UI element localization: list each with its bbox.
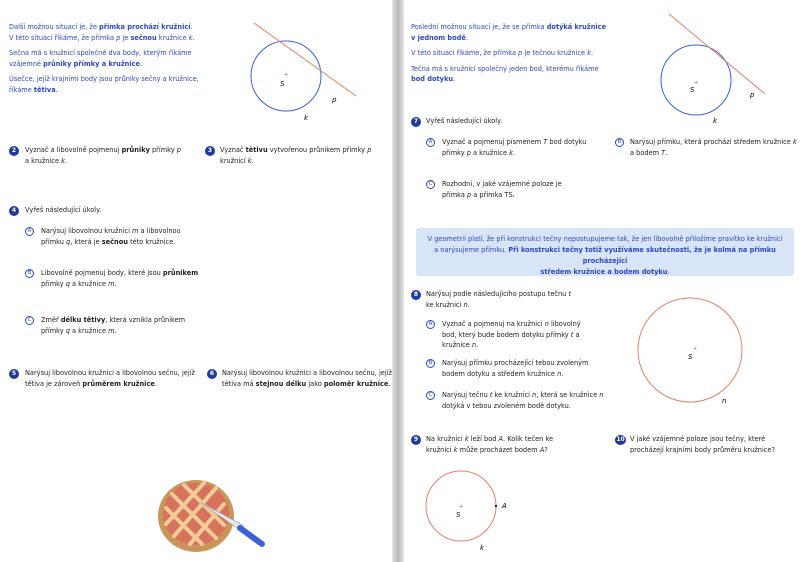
subtask-4c-letter: C bbox=[25, 316, 34, 325]
point-a bbox=[495, 505, 497, 507]
task-3-text: Vyznač tětivu vytvořenou průnikem přímky p kružnicí k. bbox=[220, 146, 372, 165]
svg-text:+: + bbox=[284, 72, 289, 78]
circle-n bbox=[638, 298, 742, 402]
task-number-4: 4 bbox=[9, 206, 19, 216]
task-9-figure bbox=[416, 462, 526, 557]
label-s: S bbox=[280, 80, 285, 88]
task-6-text: Narýsuj libovolnou kružnici a libovolnou sečnu, jejíž tětiva má stejnou délku jako poloměr kružnice. bbox=[222, 369, 392, 388]
subtask-7c-letter: C bbox=[426, 180, 435, 189]
task-9-text: Na kružnici k leží bod A. Kolik tečen ke kružnici k může procházet bodem A? bbox=[426, 435, 554, 454]
task-10-text: V jaké vzájemné poloze jsou tečny, které procházejí krajními body průměru kružnice? bbox=[630, 435, 775, 454]
task-5-text: Narýsuj libovolnou kružnici a libovolnou sečnu, jejíž tětiva je zároveň průměrem kružnice. bbox=[25, 369, 195, 388]
subtask-8b-text: Narýsuj přímku procházející tebou zvoleným bodem dotyku a středem kružnice n. bbox=[442, 359, 589, 378]
subtask-4b-letter: B bbox=[25, 269, 34, 278]
task-number-3: 3 bbox=[205, 146, 215, 156]
task-number-10: 10 bbox=[616, 436, 625, 443]
task-number-7: 7 bbox=[411, 117, 421, 127]
subtask-8a-letter: A bbox=[426, 320, 435, 329]
subtask-7b-text: Narýsuj přímku, která prochází středem kružnice k a bodem T. bbox=[630, 138, 797, 157]
label-n: n bbox=[722, 397, 727, 405]
subtask-7a-letter: A bbox=[426, 138, 435, 147]
label-p: p bbox=[332, 96, 337, 104]
book-gutter bbox=[392, 0, 404, 562]
subtask-8b-letter: B bbox=[426, 359, 435, 368]
left-page bbox=[0, 0, 392, 562]
label-k: k bbox=[480, 544, 485, 552]
tangent-line-p bbox=[669, 14, 765, 94]
task-8-figure bbox=[636, 290, 756, 410]
intro-tangent: Poslední možnou situací je, že se přímka dotýká kružnice v jednom bodě. V této situaci říkáme, že přímka p je tečnou kružnice k. Tečna má s kružnicí společný jeden bod, kterému říkáme bod dotyku. bbox=[411, 23, 607, 83]
task-number-6: 6 bbox=[207, 369, 217, 379]
task-4-title: Vyřeš následující úkoly. bbox=[25, 206, 102, 214]
subtask-4c-text: Změř délku tětivy, která vznikla průnikem přímky q a kružnice m. bbox=[41, 316, 186, 335]
task-number-5: 5 bbox=[9, 369, 19, 379]
subtask-8a-text: Vyznač a pojmenuj na kružnici n libovolný bod, který bude bodem dotyku přímky t a kružnice n. bbox=[442, 320, 581, 349]
pie-with-knife-icon bbox=[150, 470, 275, 555]
label-s: S bbox=[688, 353, 693, 361]
label-s: S bbox=[456, 511, 461, 519]
subtask-8c-letter: C bbox=[426, 391, 435, 400]
svg-text:+: + bbox=[459, 504, 464, 510]
task-7-title: Vyřeš následující úkoly. bbox=[426, 117, 503, 125]
subtask-4a-letter: A bbox=[25, 227, 34, 236]
subtask-7a-text: Vyznač a pojmenuj písmenem T bod dotyku přímky p a kružnice k. bbox=[442, 138, 587, 157]
task-8-text: Narýsuj podle následujícího postupu tečnu t ke kružnici n. bbox=[426, 290, 572, 309]
task-number-9: 9 bbox=[411, 435, 421, 445]
intro-secant: Další možnou situací je, že přímka prochází kružnicí. V této situaci říkáme, že přímka p je sečnou kružnice k. Sečna má s kružnicí společné dva body, kterým říkáme vzájemné průniky přímky a kružnice. Úsečce, jejíž krajními body jsou průniky sečny a kružnice, říkáme tětiva. bbox=[9, 23, 199, 94]
svg-text:+: + bbox=[694, 80, 699, 86]
label-k: k bbox=[713, 117, 718, 125]
subtask-8c-text: Narýsuj tečnu t ke kružnici n, která se kružnice n dotýká v tebou zvoleném bodě dotyku. bbox=[442, 391, 604, 410]
subtask-4b-text: Libovolně pojmenuj body, které jsou průnikem přímky q a kružnice m. bbox=[41, 269, 199, 288]
subtask-7c-text: Rozhodni, v jaké vzájemné poloze je přímka p a přímka TS. bbox=[442, 180, 562, 199]
tangent-figure bbox=[649, 10, 779, 125]
svg-text:+: + bbox=[693, 346, 698, 352]
label-p: p bbox=[750, 91, 755, 99]
task-number-8: 8 bbox=[411, 290, 421, 300]
right-page bbox=[404, 0, 800, 562]
subtask-4a-text: Narýsuj libovolnou kružnici m a libovolnou přímku q, která je sečnou této kružnice. bbox=[41, 227, 181, 246]
label-s: S bbox=[690, 86, 695, 94]
info-box: V geometrii platí, že při konstrukci tečny nepostupujeme tak, že jen libovolně přiložíme pravítko ke kružnici a narýsujeme přímku. Při konstrukci tečny totiž využíváme skutečnosti, že je kolmá na přímku procházející středem kružnice a bodem dotyku. bbox=[416, 228, 794, 276]
task-2-text: Vyznač a libovolně pojmenuj průniky přímky p a kružnice k. bbox=[25, 146, 181, 165]
task-number-2: 2 bbox=[9, 146, 19, 156]
secant-line-p bbox=[254, 23, 356, 96]
subtask-7b-letter: B bbox=[615, 138, 624, 147]
label-k: k bbox=[304, 114, 309, 122]
secant-figure bbox=[236, 10, 366, 125]
label-a: A bbox=[502, 502, 507, 510]
